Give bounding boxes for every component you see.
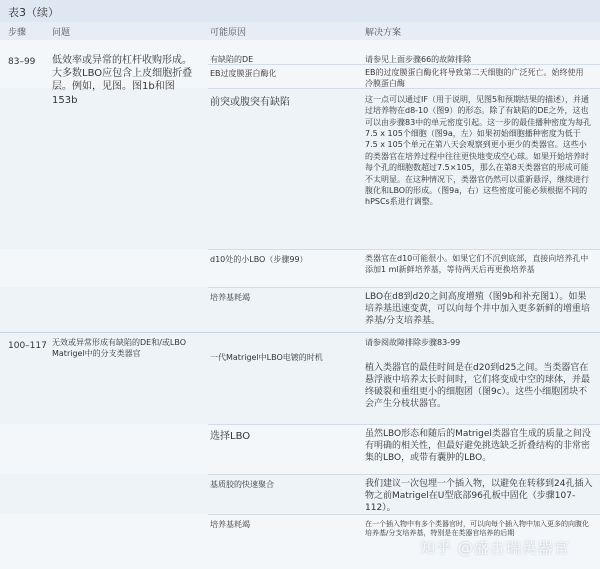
table-title: 表3（续） (8, 6, 59, 19)
header-solution: 解决方案 (365, 28, 402, 38)
header-problem: 问题 (52, 28, 71, 38)
step-cell: 100–117 (8, 341, 47, 351)
row-divider (208, 424, 600, 425)
section-divider (0, 332, 600, 333)
problem-cell: 低效率或异常的杠杆收购形成。大多数LBO应包含上皮细胞折叠层。例如，见图。图1b和图153b (52, 55, 193, 106)
solution-cell: 我们建议一次包埋一个插入物，以避免在转移到24孔插入物之前Matrigel在U型底部96孔板中固化（步骤107-112）。 (365, 479, 593, 514)
cause-cell: 前突或腹突有缺陷 (210, 97, 290, 108)
step-cell: 83–99 (8, 57, 36, 67)
row-divider (208, 474, 600, 475)
cause-cell: 有缺陷的DE (210, 55, 254, 64)
header-step: 步骤 (8, 28, 27, 38)
row-divider (208, 249, 600, 250)
solution-cell: 这一点可以通过IF（用于说明，见图5和预期结果的描述），并通过培养物在d8-10（图9）的形态。除了有缺陷的DE之外，这也可以由步骤83中的单元密度引起。这一步的最佳播种密度为每孔7.5 x 105个细胞（图9a，左）如果初始细胞播种密度为低于7.5 x 105个单元在第八天会观察到更小更少的类器官。这些小的类器官在培养过程中往往更快地变成空心球。如果开始培养时每个孔的细胞数超过7.5×105，那么在第8天类器官的形成可能不太明显。在这种情况下，类器官仍然可以重新悬浮，继续进行腹化和LBO的形成。（图9a，右）这些密度可能必须根据不同的hPSCs系进行调整。 (365, 95, 592, 207)
watermark: 知乎 @盛古瑞英器官 (420, 539, 570, 557)
cause-cell: EB过度膜蛋白酶化 (210, 69, 277, 78)
cause-cell: 选择LBO (210, 431, 251, 442)
cause-cell: 一代Matrigel中LBO电镀的时机 (210, 353, 323, 362)
solution-cell: 请参阅故障排除步骤83-99 (365, 338, 461, 347)
header-cause: 可能原因 (210, 28, 247, 38)
solution-cell: 在一个插入物中有多个类器官时，可以向每个插入物中加入更多的向腹化培养基/分支培养基，特别是在类器官培养的后期 (365, 520, 589, 538)
solution-cell: 请参见上面步骤66的故障排除 (365, 55, 472, 64)
cause-cell: 培养基耗竭 (210, 520, 250, 529)
problem-cell: 无效或异常形成有缺陷的DE和/或LBO Matrigel中的分支类器官 (52, 338, 187, 358)
cause-cell: d10处的小LBO（步骤99） (210, 255, 308, 264)
table-header (0, 22, 600, 41)
row-divider (208, 287, 600, 288)
cause-cell: 基质胶的快速聚合 (210, 480, 274, 489)
table-title-bar (0, 0, 600, 23)
solution-cell: 虽然LBO形态和随后的Matrigel类器官生成的质量之间没有明确的相关性，但最好避免挑选缺乏折叠结构的非常密集的LBO，或带有囊肿的LBO。 (365, 429, 591, 464)
solution-cell: 类器官在d10可能很小。如果它们不沉到底部，直接向培养孔中添加1 ml新鲜培养基，等待两天后再更换培养基 (365, 254, 589, 274)
solution-cell: EB的过度膜蛋白酶化将导致第二天细胞的广泛死亡。始终使用冷膜蛋白酶 (365, 68, 584, 88)
solution-cell: 植入类器官的最佳时间是在d20到d25之间。当类器官在悬浮液中培养太长时间时，它们将变成中空的球体，并最终破裂和重组更小的细胞团（图9c）。这些小细胞团块不会产生分枝状器官。 (365, 363, 591, 410)
cause-cell: 培养基耗竭 (210, 293, 250, 302)
solution-cell: LBO在d8到d20之间高度增殖（图9b和补充图1）。如果培养基迅速变黄，可以向每个井中加入更多新鲜的增重培养基/分支培养基。 (365, 292, 591, 327)
